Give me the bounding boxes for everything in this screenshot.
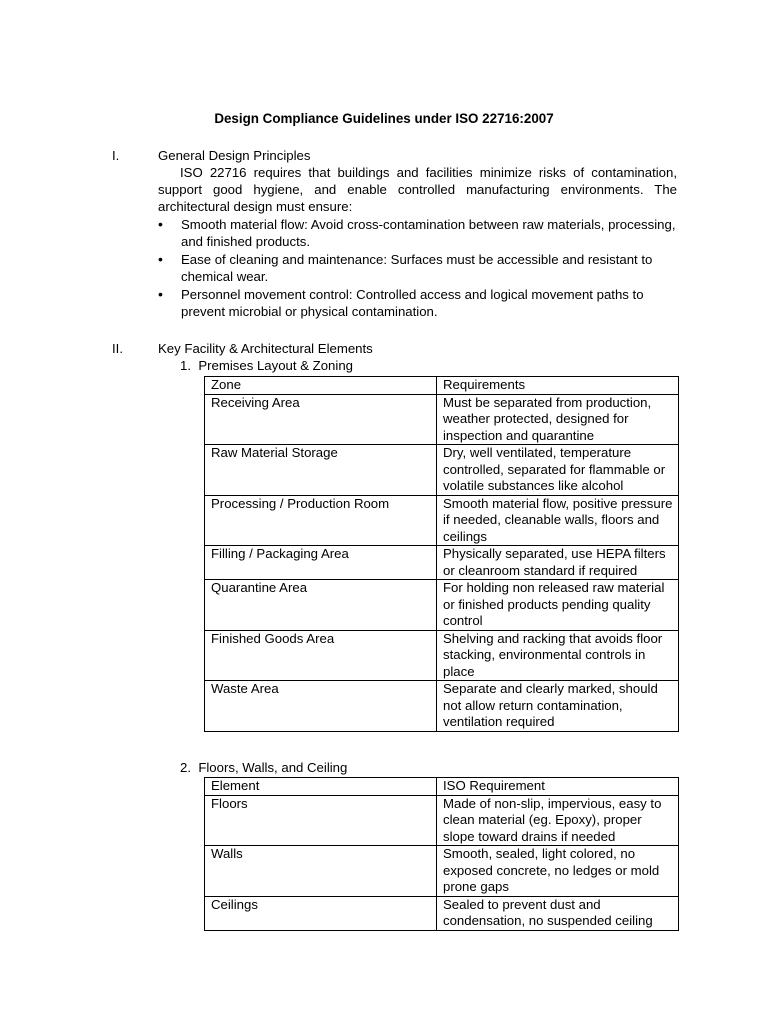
table-cell: Filling / Packaging Area bbox=[205, 546, 437, 580]
table-cell: Receiving Area bbox=[205, 394, 437, 445]
table-row bbox=[205, 630, 679, 681]
bullet-text: Smooth material flow: Avoid cross-contamination between raw materials, processing, and finished products. bbox=[181, 217, 676, 249]
table-header-cell: ISO Requirement bbox=[437, 778, 679, 796]
table-cell: For holding non released raw material or finished products pending quality control bbox=[437, 580, 679, 631]
table-cell: Quarantine Area bbox=[205, 580, 437, 631]
section-number: II. bbox=[112, 341, 123, 356]
table-cell: Smooth, sealed, light colored, no exposed concrete, no ledges or mold prone gaps bbox=[437, 846, 679, 897]
bullet-icon: • bbox=[158, 216, 163, 232]
table-cell: Separate and clearly marked, should not allow return contamination, ventilation required bbox=[437, 681, 679, 732]
surfaces-table bbox=[204, 777, 679, 931]
bullet-icon: • bbox=[158, 251, 163, 267]
table-cell: Ceilings bbox=[205, 896, 437, 930]
subsection-heading: 1. Premises Layout & Zoning bbox=[180, 358, 353, 373]
bullet-text: Personnel movement control: Controlled access and logical movement paths to prevent microbial or physical contamination. bbox=[181, 287, 644, 319]
bullet-text: Ease of cleaning and maintenance: Surfaces must be accessible and resistant to chemical wear. bbox=[181, 252, 653, 284]
table-row bbox=[205, 846, 679, 897]
subsection-heading: 2. Floors, Walls, and Ceiling bbox=[180, 760, 348, 775]
table-header-cell: Requirements bbox=[437, 377, 679, 395]
table-row bbox=[205, 445, 679, 496]
table-header-row bbox=[205, 778, 679, 796]
section-number: I. bbox=[112, 148, 120, 163]
document-title: Design Compliance Guidelines under ISO 22716:2007 bbox=[214, 111, 554, 126]
table-header-cell: Element bbox=[205, 778, 437, 796]
table-cell: Waste Area bbox=[205, 681, 437, 732]
table-cell: Physically separated, use HEPA filters or cleanroom standard if required bbox=[437, 546, 679, 580]
table-row bbox=[205, 681, 679, 732]
table-cell: Shelving and racking that avoids floor stacking, environmental controls in place bbox=[437, 630, 679, 681]
bullet-list bbox=[158, 216, 677, 321]
table-row bbox=[205, 546, 679, 580]
bullet-item bbox=[158, 216, 677, 250]
table-cell: Raw Material Storage bbox=[205, 445, 437, 496]
table-row bbox=[205, 795, 679, 846]
table-header-row bbox=[205, 377, 679, 395]
section-paragraph: ISO 22716 requires that buildings and facilities minimize risks of contamination, support good hygiene, and enable controlled manufacturing environments. The architectural design must ensure: bbox=[158, 165, 677, 214]
table-cell: Processing / Production Room bbox=[205, 495, 437, 546]
section-heading: Key Facility & Architectural Elements bbox=[158, 341, 373, 356]
table-cell: Floors bbox=[205, 795, 437, 846]
table-cell: Dry, well ventilated, temperature controlled, separated for flammable or volatile substances like alcohol bbox=[437, 445, 679, 496]
table-cell: Smooth material flow, positive pressure if needed, cleanable walls, floors and ceilings bbox=[437, 495, 679, 546]
bullet-item bbox=[158, 286, 677, 320]
bullet-item bbox=[158, 251, 677, 285]
table-cell: Made of non-slip, impervious, easy to clean material (eg. Epoxy), proper slope toward drains if needed bbox=[437, 795, 679, 846]
zoning-table bbox=[204, 376, 679, 732]
table-cell: Sealed to prevent dust and condensation, no suspended ceiling bbox=[437, 896, 679, 930]
table-cell: Must be separated from production, weather protected, designed for inspection and quarantine bbox=[437, 394, 679, 445]
section-heading: General Design Principles bbox=[158, 148, 311, 163]
table-cell: Walls bbox=[205, 846, 437, 897]
table-row bbox=[205, 896, 679, 930]
table-row bbox=[205, 580, 679, 631]
table-row bbox=[205, 495, 679, 546]
bullet-icon: • bbox=[158, 286, 163, 302]
table-header-cell: Zone bbox=[205, 377, 437, 395]
table-cell: Finished Goods Area bbox=[205, 630, 437, 681]
table-row bbox=[205, 394, 679, 445]
